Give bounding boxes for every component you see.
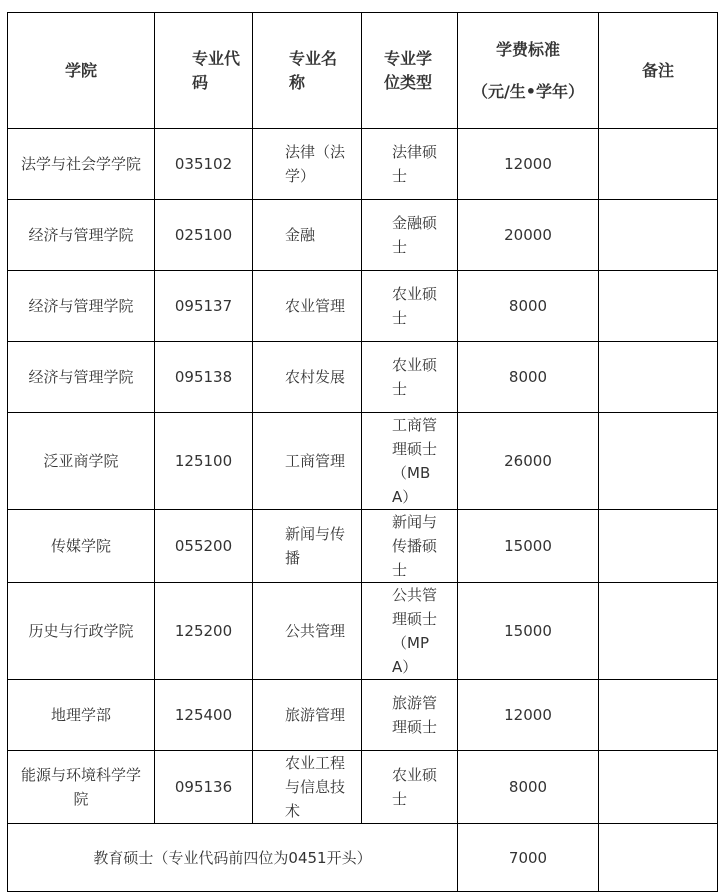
cell-degree-type: 农业硕士: [362, 271, 458, 342]
cell-college: 法学与社会学学院: [8, 129, 155, 200]
table-row: [8, 271, 718, 342]
cell-code: 125400: [155, 680, 253, 751]
header-fee: [458, 13, 599, 129]
header-college: 学院: [8, 13, 155, 129]
cell-name: 农业工程与信息技术: [253, 751, 362, 824]
cell-note: [599, 824, 718, 892]
cell-fee: 8000: [458, 342, 599, 413]
cell-fee: 15000: [458, 510, 599, 583]
cell-code: 095138: [155, 342, 253, 413]
cell-college: 历史与行政学院: [8, 583, 155, 680]
cell-code: 125100: [155, 413, 253, 510]
cell-fee: 15000: [458, 583, 599, 680]
cell-education-master: 教育硕士（专业代码前四位为0451开头）: [8, 824, 458, 892]
cell-college: 经济与管理学院: [8, 200, 155, 271]
table-row: [8, 680, 718, 751]
cell-note: [599, 342, 718, 413]
cell-note: [599, 200, 718, 271]
cell-code: 095136: [155, 751, 253, 824]
cell-note: [599, 680, 718, 751]
table-row: [8, 751, 718, 824]
cell-name: 新闻与传播: [253, 510, 362, 583]
cell-fee: 12000: [458, 680, 599, 751]
header-fee-unit: （元/生•学年）: [471, 81, 585, 101]
cell-fee: 20000: [458, 200, 599, 271]
cell-fee: 8000: [458, 271, 599, 342]
header-name: 专业名称: [253, 13, 362, 129]
header-code: 专业代码: [155, 13, 253, 129]
cell-name: 旅游管理: [253, 680, 362, 751]
cell-note: [599, 583, 718, 680]
cell-degree-type: 农业硕士: [362, 751, 458, 824]
cell-college: 地理学部: [8, 680, 155, 751]
cell-name: 农业管理: [253, 271, 362, 342]
cell-fee: 26000: [458, 413, 599, 510]
table-footer-row: [8, 824, 718, 892]
table-row: [8, 342, 718, 413]
header-fee-title: 学费标准: [495, 39, 560, 59]
cell-name: 公共管理: [253, 583, 362, 680]
cell-college: 能源与环境科学学院: [8, 751, 155, 824]
cell-degree-type: 法律硕士: [362, 129, 458, 200]
cell-note: [599, 751, 718, 824]
cell-note: [599, 510, 718, 583]
header-degree-type: 专业学位类型: [362, 13, 458, 129]
table-row: [8, 413, 718, 510]
cell-code: 055200: [155, 510, 253, 583]
cell-degree-type: 工商管理硕士（MBA）: [362, 413, 458, 510]
table-row: [8, 583, 718, 680]
cell-fee: 7000: [458, 824, 599, 892]
cell-note: [599, 413, 718, 510]
tuition-fee-table: [7, 12, 718, 892]
cell-college: 传媒学院: [8, 510, 155, 583]
cell-name: 法律（法学）: [253, 129, 362, 200]
cell-note: [599, 271, 718, 342]
table-row: [8, 129, 718, 200]
cell-name: 工商管理: [253, 413, 362, 510]
cell-degree-type: 新闻与传播硕士: [362, 510, 458, 583]
cell-code: 035102: [155, 129, 253, 200]
cell-code: 025100: [155, 200, 253, 271]
cell-college: 经济与管理学院: [8, 271, 155, 342]
cell-degree-type: 旅游管理硕士: [362, 680, 458, 751]
table-row: [8, 200, 718, 271]
cell-college: 经济与管理学院: [8, 342, 155, 413]
header-row: [8, 13, 718, 129]
cell-degree-type: 金融硕士: [362, 200, 458, 271]
cell-code: 095137: [155, 271, 253, 342]
cell-fee: 12000: [458, 129, 599, 200]
cell-degree-type: 公共管理硕士（MPA）: [362, 583, 458, 680]
cell-code: 125200: [155, 583, 253, 680]
table-row: [8, 510, 718, 583]
cell-college: 泛亚商学院: [8, 413, 155, 510]
cell-name: 农村发展: [253, 342, 362, 413]
cell-degree-type: 农业硕士: [362, 342, 458, 413]
cell-note: [599, 129, 718, 200]
header-note: 备注: [599, 13, 718, 129]
cell-fee: 8000: [458, 751, 599, 824]
cell-name: 金融: [253, 200, 362, 271]
